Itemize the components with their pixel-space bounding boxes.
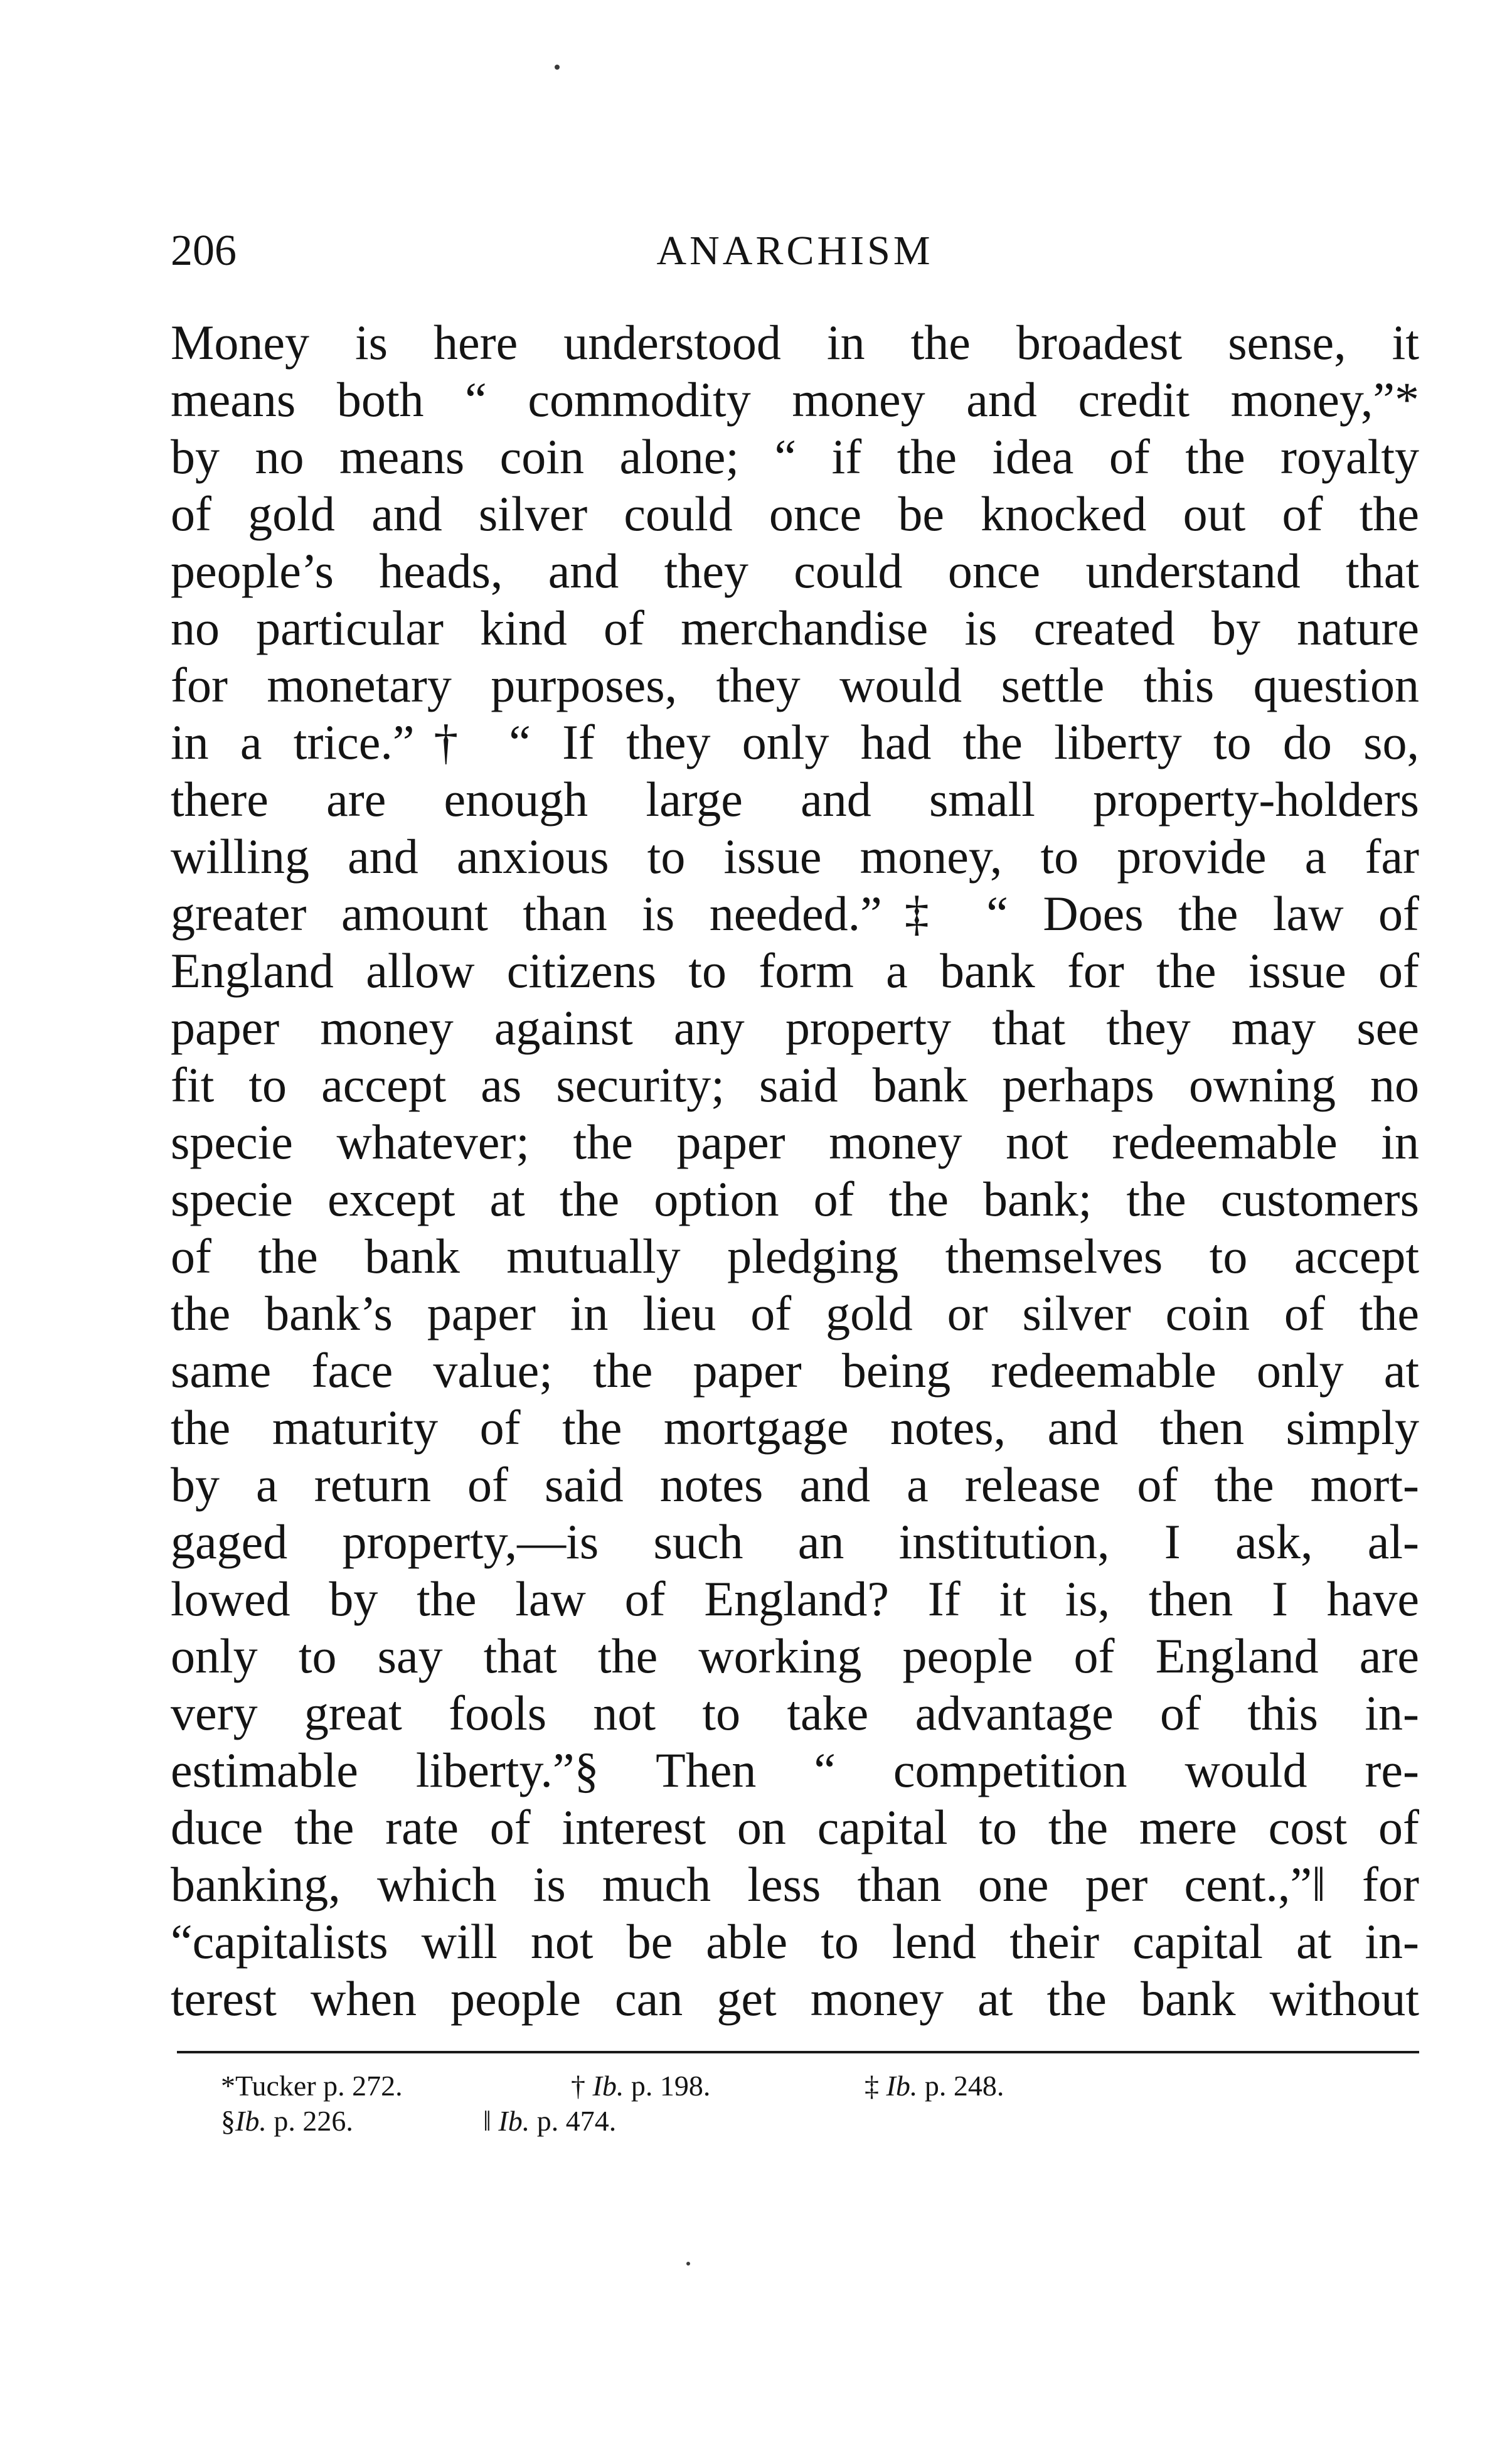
text-line: people’s heads, and they could once understand that (171, 543, 1419, 598)
footnote: §Ib. p. 226. (221, 2105, 353, 2137)
text-line: Money is here understood in the broadest sense, it (171, 315, 1419, 370)
footnote: *Tucker p. 272. (221, 2070, 403, 2102)
text-line: means both “ commodity money and credit money,”* (171, 372, 1419, 427)
footnotes (221, 2068, 1287, 2139)
footnote: ‡ Ib. p. 248. (865, 2070, 1004, 2102)
text-line: of the bank mutually pledging themselves to accept (171, 1229, 1419, 1283)
text-line: fit to accept as security; said bank perhaps owning no (171, 1057, 1419, 1112)
text-line: there are enough large and small property-holders (171, 772, 1419, 827)
text-line: England allow citizens to form a bank for the issue of (171, 943, 1419, 998)
body-text (171, 314, 1419, 2027)
text-line: for monetary purposes, they would settle this question (171, 658, 1419, 712)
text-line: specie except at the option of the bank; the customers (171, 1172, 1419, 1226)
running-head: ANARCHISM (656, 228, 934, 274)
print-speck (555, 65, 560, 70)
text-line: the bank’s paper in lieu of gold or silver coin of the (171, 1286, 1419, 1340)
page-number: 206 (171, 227, 237, 275)
footnote: † Ib. p. 198. (571, 2070, 711, 2102)
text-line: paper money against any property that they may see (171, 1000, 1419, 1055)
footnote-row (221, 2104, 1287, 2139)
page-header (171, 217, 1419, 286)
text-line: estimable liberty.”§ Then “ competition would re- (171, 1743, 1419, 1797)
text-line: duce the rate of interest on capital to the mere cost of (171, 1800, 1419, 1854)
text-line: in a trice.”† “ If they only had the liberty to do so, (171, 715, 1419, 769)
text-line: lowed by the law of England? If it is, then I have (171, 1571, 1419, 1626)
text-line: only to say that the working people of England are (171, 1629, 1419, 1683)
text-line: very great fools not to take advantage of this in- (171, 1686, 1419, 1740)
text-line: no particular kind of merchandise is created by nature (171, 601, 1419, 655)
text-line: banking, which is much less than one per cent.,”‖ for (171, 1857, 1419, 1912)
text-line: of gold and silver could once be knocked out of the (171, 486, 1419, 541)
footnote-rule (177, 2051, 1419, 2053)
text-line: “capitalists will not be able to lend their capital at in- (171, 1914, 1419, 1969)
text-line: the maturity of the mortgage notes, and then simply (171, 1400, 1419, 1455)
footnote-row (221, 2068, 1287, 2104)
text-line: by no means coin alone; “ if the idea of the royalty (171, 429, 1419, 484)
text-line: specie whatever; the paper money not redeemable in (171, 1115, 1419, 1169)
text-line: terest when people can get money at the bank without (171, 1971, 1419, 2026)
text-line: gaged property,—is such an institution, I ask, al- (171, 1514, 1419, 1569)
print-speck (686, 2262, 690, 2266)
text-line: same face value; the paper being redeemable only at (171, 1343, 1419, 1398)
footnote: ‖ Ib. p. 474. (483, 2105, 617, 2137)
text-line: greater amount than is needed.”‡ “ Does the law of (171, 886, 1419, 941)
text-line: willing and anxious to issue money, to provide a far (171, 829, 1419, 884)
text-line: by a return of said notes and a release of the mort- (171, 1457, 1419, 1512)
